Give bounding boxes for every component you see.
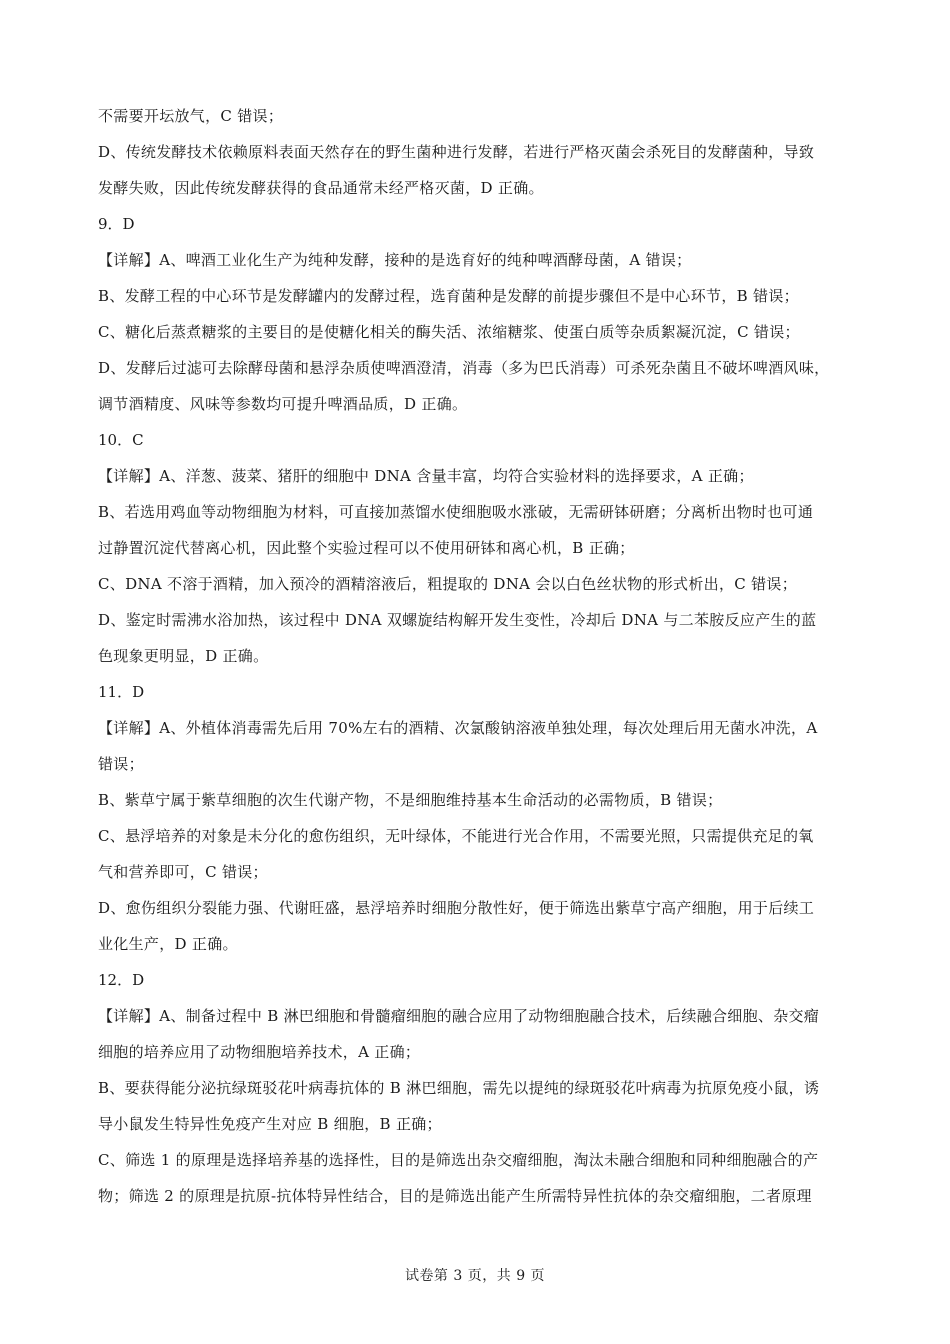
- text-line: 调节酒精度、风味等参数均可提升啤酒品质，D 正确。: [98, 395, 468, 413]
- text-line: B、发酵工程的中心环节是发酵罐内的发酵过程，选育菌种是发酵的前提步骤但不是中心环节，B 错误；: [98, 287, 799, 305]
- text-line: D、鉴定时需沸水浴加热，该过程中 DNA 双螺旋结构解开发生变性，冷却后 DNA 与二苯胺反应产生的蓝: [98, 611, 817, 629]
- question-number: 11．D: [98, 683, 145, 701]
- text-line: 物；筛选 2 的原理是抗原-抗体特异性结合，目的是筛选出能产生所需特异性抗体的杂交瘤细胞，二者原理: [98, 1187, 812, 1205]
- text-line: 细胞的培养应用了动物细胞培养技术，A 正确；: [98, 1043, 421, 1061]
- text-line: 【详解】A、外植体消毒需先后用 70%左右的酒精、次氯酸钠溶液单独处理，每次处理后用无菌水冲洗，A: [98, 719, 818, 737]
- text-line: 气和营养即可，C 错误；: [98, 863, 268, 881]
- question-number: 12．D: [98, 971, 145, 989]
- text-line: 【详解】A、洋葱、菠菜、猪肝的细胞中 DNA 含量丰富，均符合实验材料的选择要求，A 正确；: [98, 467, 754, 485]
- text-line: 过静置沉淀代替离心机，因此整个实验过程可以不使用研钵和离心机，B 正确；: [98, 539, 635, 557]
- text-line: 发酵失败，因此传统发酵获得的食品通常未经严格灭菌，D 正确。: [98, 179, 544, 197]
- text-line: D、发酵后过滤可去除酵母菌和悬浮杂质使啤酒澄清，消毒（多为巴氏消毒）可杀死杂菌且不破坏啤酒风味，: [98, 359, 830, 377]
- text-line: 不需要开坛放气，C 错误；: [98, 107, 284, 125]
- text-line: B、紫草宁属于紫草细胞的次生代谢产物，不是细胞维持基本生命活动的必需物质，B 错误；: [98, 791, 723, 809]
- text-line: 【详解】A、啤酒工业化生产为纯种发酵，接种的是选育好的纯种啤酒酵母菌，A 错误；: [98, 251, 692, 269]
- text-line: D、传统发酵技术依赖原料表面天然存在的野生菌种进行发酵，若进行严格灭菌会杀死目的发酵菌种，导致: [98, 143, 815, 161]
- text-line: 导小鼠发生特异性免疫产生对应 B 细胞，B 正确；: [98, 1115, 442, 1133]
- text-line: D、愈伤组织分裂能力强、代谢旺盛，悬浮培养时细胞分散性好，便于筛选出紫草宁高产细胞，用于后续工: [98, 899, 815, 917]
- text-line: C、糖化后蒸煮糖浆的主要目的是使糖化相关的酶失活、浓缩糖浆、使蛋白质等杂质絮凝沉淀，C 错误；: [98, 323, 800, 341]
- text-line: 业化生产，D 正确。: [98, 935, 238, 953]
- text-line: 错误；: [98, 755, 144, 773]
- text-line: C、DNA 不溶于酒精，加入预冷的酒精溶液后，粗提取的 DNA 会以白色丝状物的形式析出，C 错误；: [98, 575, 797, 593]
- text-line: C、筛选 1 的原理是选择培养基的选择性，目的是筛选出杂交瘤细胞，淘汰未融合细胞和同种细胞融合的产: [98, 1151, 819, 1169]
- question-number: 10．C: [98, 431, 144, 449]
- text-line: 【详解】A、制备过程中 B 淋巴细胞和骨髓瘤细胞的融合应用了动物细胞融合技术，后续融合细胞、杂交瘤: [98, 1007, 820, 1025]
- question-number: 9．D: [98, 215, 135, 233]
- answer-explanations: [98, 98, 854, 1214]
- page-footer: 试卷第 3 页，共 9 页: [404, 1268, 546, 1284]
- text-line: B、若选用鸡血等动物细胞为材料，可直接加蒸馏水使细胞吸水涨破，无需研钵研磨；分离析出物时也可通: [98, 503, 814, 521]
- text-line: C、悬浮培养的对象是未分化的愈伤组织，无叶绿体，不能进行光合作用，不需要光照，只需提供充足的氧: [98, 827, 814, 845]
- text-line: B、要获得能分泌抗绿斑驳花叶病毒抗体的 B 淋巴细胞，需先以提纯的绿斑驳花叶病毒为抗原免疫小鼠，诱: [98, 1079, 820, 1097]
- text-line: 色现象更明显，D 正确。: [98, 647, 269, 665]
